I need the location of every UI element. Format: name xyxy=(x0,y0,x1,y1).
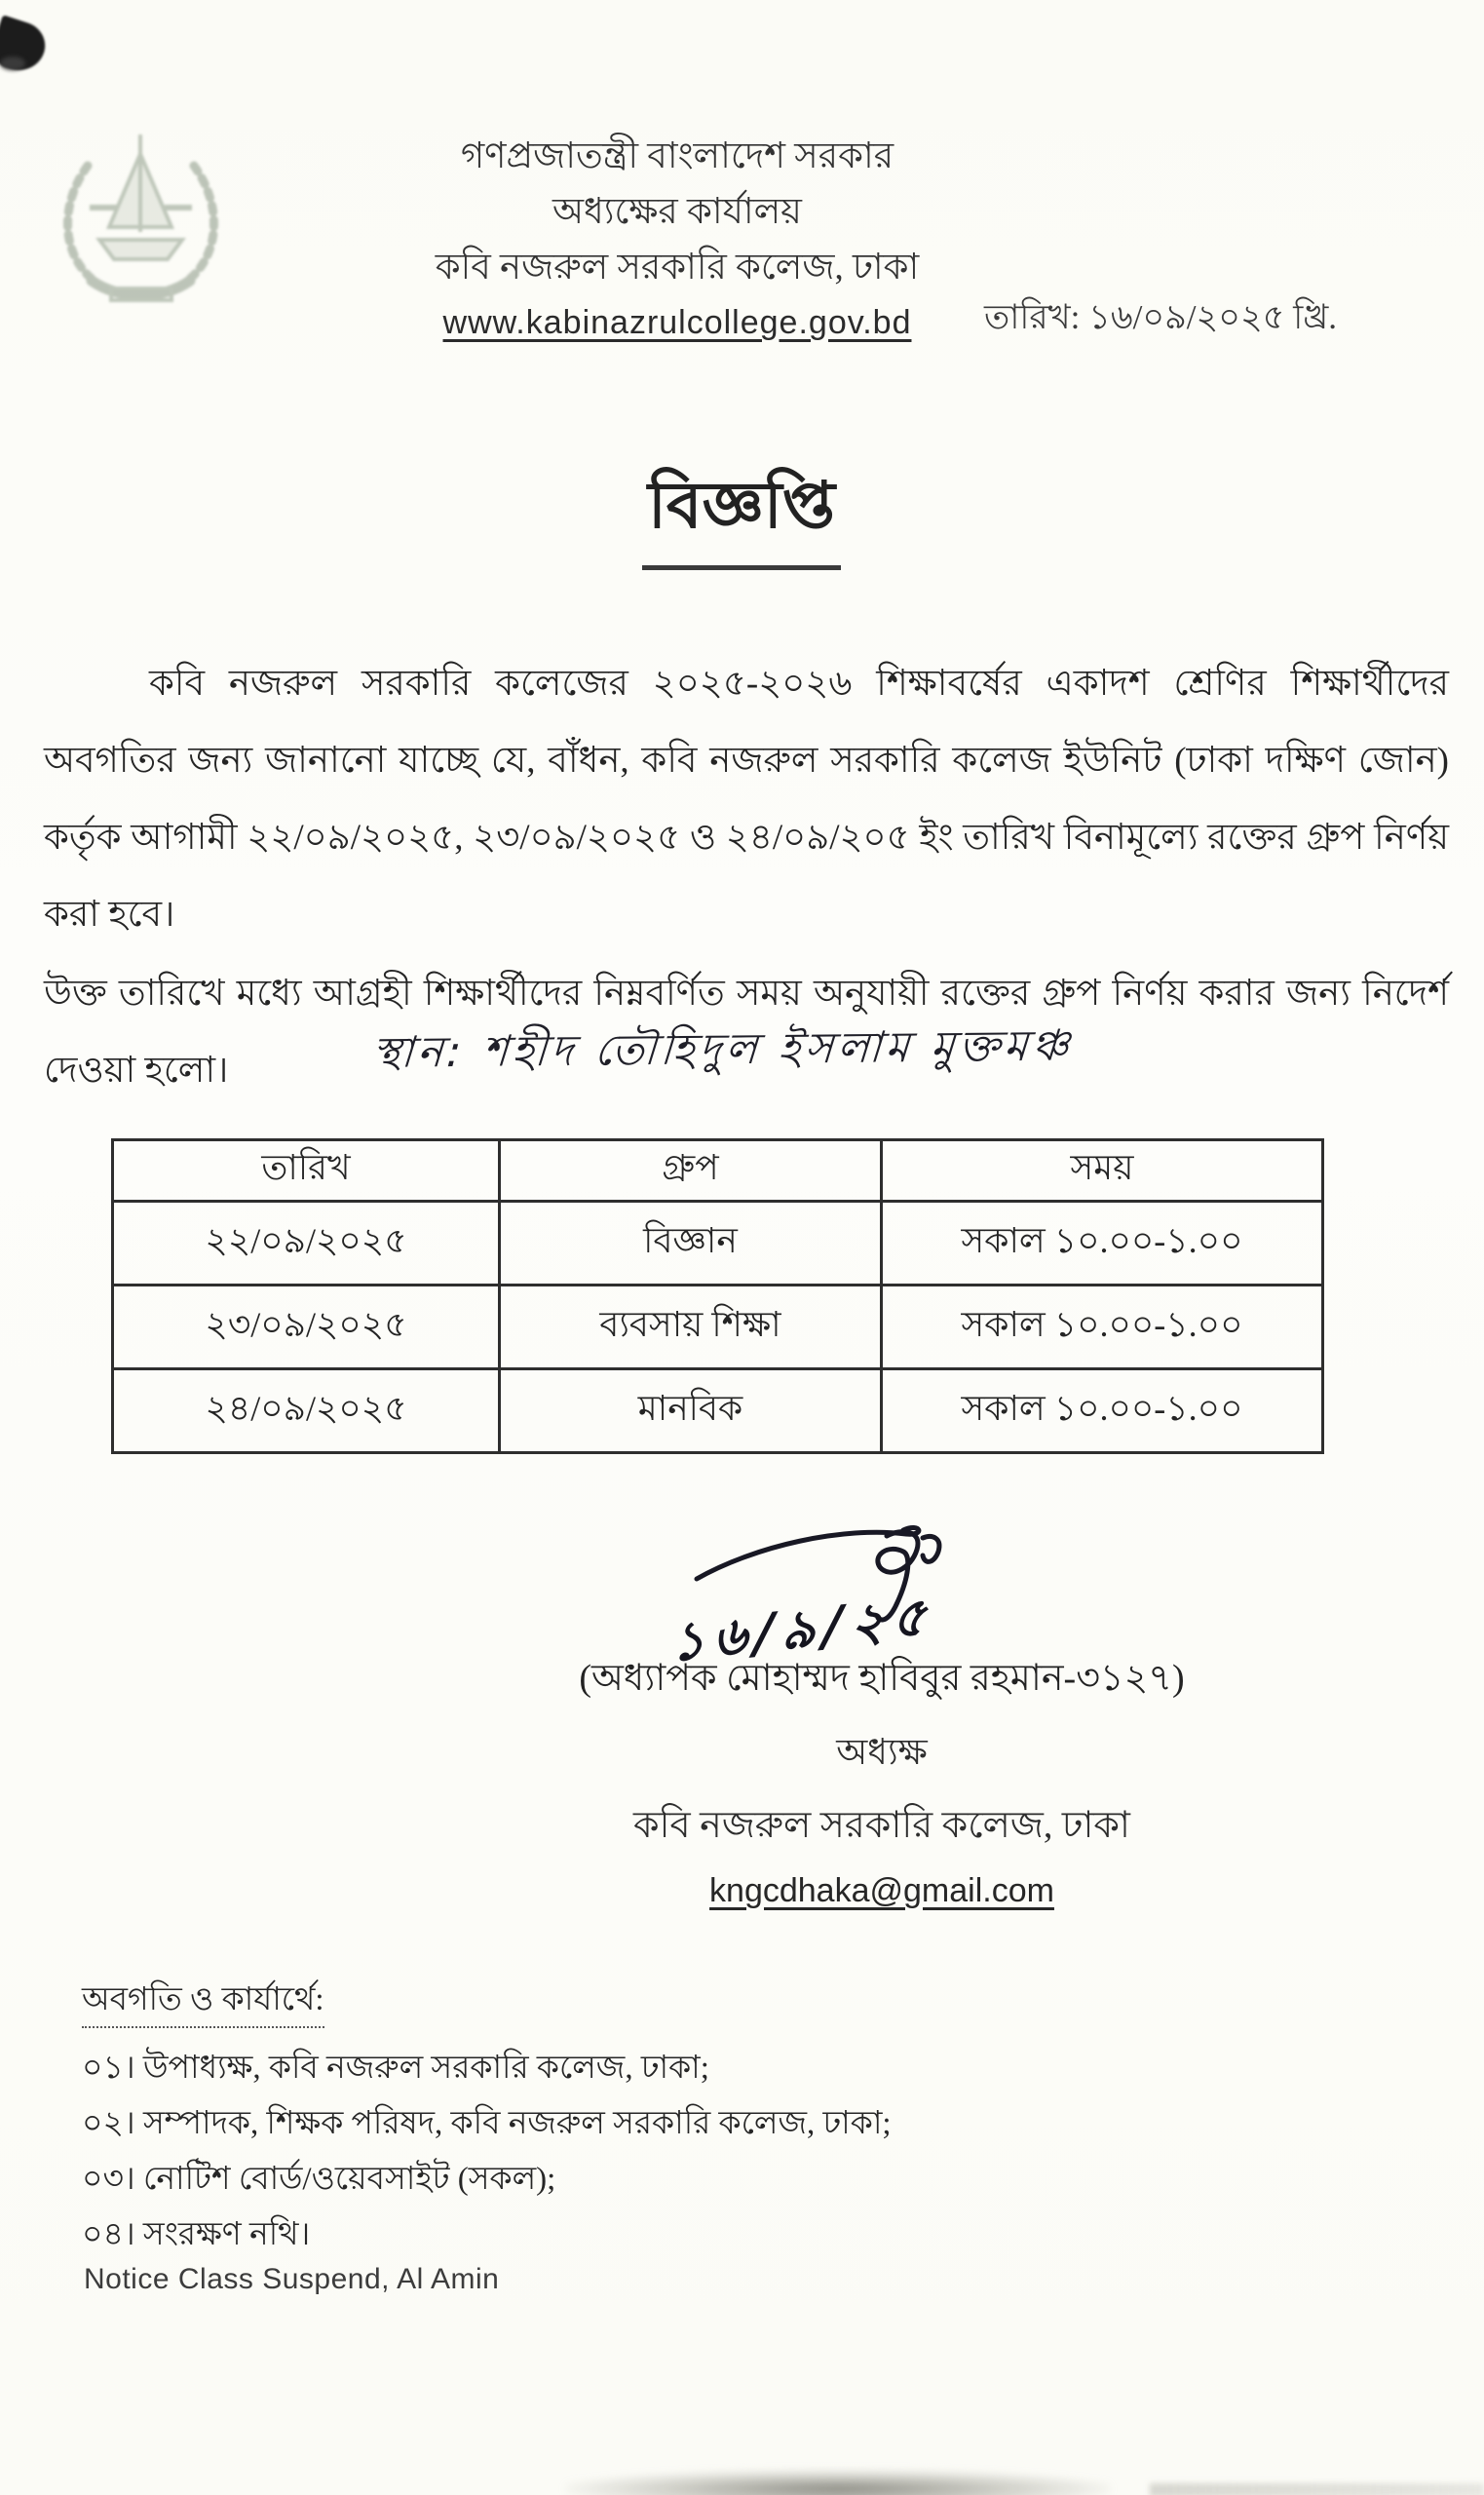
principal-designation: অধ্যক্ষ xyxy=(836,1733,928,1773)
distribution-item-4: ০৪। সংরক্ষণ নথি। xyxy=(82,2217,311,2252)
cell-date: ২৪/০৯/২০২৫ xyxy=(113,1369,500,1453)
handwritten-signature-date: ১৬/৯/২৫ xyxy=(669,1584,935,1674)
cell-time: সকাল ১০.০০-১.০০ xyxy=(882,1286,1323,1369)
distribution-list xyxy=(82,1977,1154,2258)
table-row xyxy=(113,1202,1323,1286)
col-header-date: তারিখ xyxy=(113,1140,500,1202)
table-row xyxy=(113,1286,1323,1369)
table-row xyxy=(113,1369,1323,1453)
cell-date: ২২/০৯/২০২৫ xyxy=(113,1202,500,1286)
body-paragraph-1: কবি নজরুল সরকারি কলেজের ২০২৫-২০২৬ শিক্ষাবর্ষের একাদশ শ্রেণির শিক্ষার্থীদের অবগতির জন্য জানানো যাচ্ছে যে, বাঁধন, কবি নজরুল সরকারি কলেজ ইউনিট (ঢাকা দক্ষিণ জোন) কর্তৃক আগামী ২২/০৯/২০২৫, ২৩/০৯/২০২৫ ও ২৪/০৯/২০৫ ইং তারিখ বিনামূল্যে রক্তের গ্রুপ নির্ণয় করা হবে। xyxy=(44,664,1449,935)
office-name: অধ্যক্ষের কার্যালয় xyxy=(552,192,802,232)
cell-time: সকাল ১০.০০-১.০০ xyxy=(882,1202,1323,1286)
notice-title: বিজ্ঞপ্তি xyxy=(449,456,1034,570)
college-emblem-logo xyxy=(51,115,231,310)
distribution-item-1: ০১। উপাধ্যক্ষ, কবি নজরুল সরকারি কলেজ, ঢাকা; xyxy=(82,2051,709,2086)
signature-college-name: কবি নজরুল সরকারি কলেজ, ঢাকা xyxy=(633,1805,1130,1846)
distribution-item-3: ০৩। নোটিশ বোর্ড/ওয়েবসাইট (সকল); xyxy=(82,2162,556,2197)
scan-artifact-bottom-edge xyxy=(1150,2483,1484,2495)
signature-block xyxy=(546,1509,1218,1910)
principal-name: (অধ্যাপক মোহাম্মদ হাবিবুর রহমান-৩১২৭) xyxy=(579,1658,1185,1699)
cell-group: ব্যবসায় শিক্ষা xyxy=(500,1286,882,1369)
distribution-heading: অবগতি ও কার্যার্থে: xyxy=(82,1977,324,2028)
government-name: গণপ্রজাতন্ত্রী বাংলাদেশ সরকার xyxy=(460,136,894,176)
footer-file-note: Notice Class Suspend, Al Amin xyxy=(84,2263,500,2295)
handwritten-venue-note: স্থান: শহীদ তৌহিদুল ইসলাম মুক্তমঞ্চ xyxy=(370,1020,1075,1078)
schedule-table xyxy=(111,1138,1324,1454)
issue-date: তারিখ: ১৬/০৯/২০২৫ খ্রি. xyxy=(984,298,1338,336)
scan-artifact-top-left-smudge xyxy=(0,57,25,70)
cell-date: ২৩/০৯/২০২৫ xyxy=(113,1286,500,1369)
scan-artifact-bottom-smudge xyxy=(565,2470,1111,2495)
body-paragraph-2: উক্ত তারিখে মধ্যে আগ্রহী শিক্ষার্থীদের নিম্নবর্ণিত সময় অনুযায়ী রক্তের গ্রুপ নির্ণয় করার জন্য নিদের্শ দেওয়া হলো। xyxy=(44,974,1449,1091)
college-name: কবি নজরুল সরকারি কলেজ, ঢাকা xyxy=(435,248,920,288)
college-email-link: kngcdhaka@gmail.com xyxy=(709,1872,1054,1909)
letterhead xyxy=(385,129,970,351)
table-header-row xyxy=(113,1140,1323,1202)
college-website-link: www.kabinazrulcollege.gov.bd xyxy=(442,304,912,341)
distribution-item-2: ০২। সম্পাদক, শিক্ষক পরিষদ, কবি নজরুল সরকারি কলেজ, ঢাকা; xyxy=(82,2106,892,2141)
cell-group: বিজ্ঞান xyxy=(500,1202,882,1286)
cell-group: মানবিক xyxy=(500,1369,882,1453)
col-header-group: গ্রুপ xyxy=(500,1140,882,1202)
col-header-time: সময় xyxy=(882,1140,1323,1202)
cell-time: সকাল ১০.০০-১.০০ xyxy=(882,1369,1323,1453)
